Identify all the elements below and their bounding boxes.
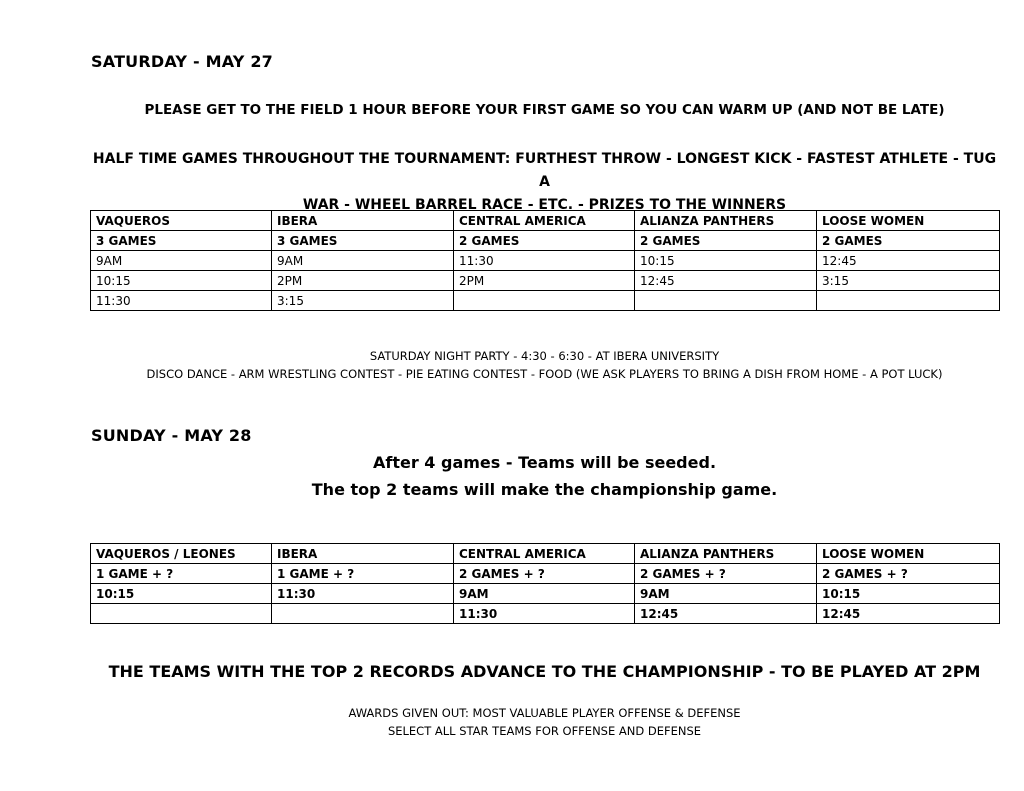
party-line-1: SATURDAY NIGHT PARTY - 4:30 - 6:30 - AT IBERA UNIVERSITY	[369, 349, 720, 363]
party-line-2: DISCO DANCE - ARM WRESTLING CONTEST - PIE EATING CONTEST - FOOD (WE ASK PLAYERS TO BRING A DISH FROM HOME - A POT LUCK)	[146, 367, 943, 381]
time-cell: 10:15	[635, 251, 817, 271]
time-cell: 9AM	[91, 251, 272, 271]
saturday-schedule-table	[90, 210, 1000, 311]
time-cell: 12:45	[635, 271, 817, 291]
time-cell: 2PM	[454, 271, 635, 291]
team-header: CENTRAL AMERICA	[454, 544, 635, 564]
table-header-row	[91, 544, 1000, 564]
team-header: VAQUEROS / LEONES	[91, 544, 272, 564]
time-cell: 3:15	[817, 271, 1000, 291]
time-cell: 11:30	[454, 604, 635, 624]
team-header: ALIANZA PANTHERS	[635, 211, 817, 231]
time-cell: 12:45	[635, 604, 817, 624]
game-count-cell: 1 GAME + ?	[272, 564, 454, 584]
team-header: LOOSE WOMEN	[817, 211, 1000, 231]
time-cell	[817, 291, 1000, 311]
time-cell: 9AM	[454, 584, 635, 604]
game-count-cell: 3 GAMES	[272, 231, 454, 251]
table-row	[91, 251, 1000, 271]
time-cell	[91, 604, 272, 624]
time-cell: 2PM	[272, 271, 454, 291]
time-cell	[272, 604, 454, 624]
game-count-cell: 2 GAMES	[817, 231, 1000, 251]
time-cell: 9AM	[272, 251, 454, 271]
awards-line-2: SELECT ALL STAR TEAMS FOR OFFENSE AND DEFENSE	[387, 724, 702, 738]
championship-note: THE TEAMS WITH THE TOP 2 RECORDS ADVANCE TO THE CHAMPIONSHIP - TO BE PLAYED AT 2PM	[108, 662, 981, 681]
table-row	[91, 584, 1000, 604]
game-count-cell: 2 GAMES	[635, 231, 817, 251]
party-note	[90, 347, 999, 383]
seeding-line-2: The top 2 teams will make the championship game.	[311, 480, 778, 499]
team-header: IBERA	[272, 544, 454, 564]
halftime-games-note	[90, 148, 999, 217]
game-count-cell: 2 GAMES	[454, 231, 635, 251]
team-header: CENTRAL AMERICA	[454, 211, 635, 231]
time-cell: 10:15	[91, 271, 272, 291]
time-cell: 10:15	[817, 584, 1000, 604]
game-count-cell: 2 GAMES + ?	[635, 564, 817, 584]
game-count-cell: 1 GAME + ?	[91, 564, 272, 584]
table-header-row	[91, 211, 1000, 231]
table-row	[91, 291, 1000, 311]
time-cell: 11:30	[272, 584, 454, 604]
team-header: LOOSE WOMEN	[817, 544, 1000, 564]
time-cell: 12:45	[817, 251, 1000, 271]
time-cell	[635, 291, 817, 311]
table-row	[91, 231, 1000, 251]
time-cell: 11:30	[91, 291, 272, 311]
sunday-schedule-table	[90, 543, 1000, 624]
halftime-line-1: HALF TIME GAMES THROUGHOUT THE TOURNAMENT: FURTHEST THROW - LONGEST KICK - FASTEST ATHLETE - TUG A	[92, 151, 997, 190]
time-cell: 11:30	[454, 251, 635, 271]
team-header: VAQUEROS	[91, 211, 272, 231]
time-cell: 3:15	[272, 291, 454, 311]
team-header: ALIANZA PANTHERS	[635, 544, 817, 564]
table-row	[91, 604, 1000, 624]
time-cell	[454, 291, 635, 311]
game-count-cell: 3 GAMES	[91, 231, 272, 251]
seeding-note	[90, 449, 999, 503]
table-row	[91, 564, 1000, 584]
sunday-title: SUNDAY - MAY 28	[91, 426, 252, 445]
seeding-line-1: After 4 games - Teams will be seeded.	[372, 453, 717, 472]
team-header: IBERA	[272, 211, 454, 231]
game-count-cell: 2 GAMES + ?	[454, 564, 635, 584]
saturday-title: SATURDAY - MAY 27	[91, 52, 273, 71]
awards-line-1: AWARDS GIVEN OUT: MOST VALUABLE PLAYER OFFENSE & DEFENSE	[348, 706, 741, 720]
time-cell: 9AM	[635, 584, 817, 604]
game-count-cell: 2 GAMES + ?	[817, 564, 1000, 584]
halftime-line-2: WAR - WHEEL BARREL RACE - ETC. - PRIZES TO THE WINNERS	[302, 197, 787, 213]
table-row	[91, 271, 1000, 291]
awards-note	[90, 704, 999, 740]
time-cell: 12:45	[817, 604, 1000, 624]
arrival-note: PLEASE GET TO THE FIELD 1 HOUR BEFORE YOUR FIRST GAME SO YOU CAN WARM UP (AND NOT BE LATE)	[144, 102, 945, 118]
time-cell: 10:15	[91, 584, 272, 604]
